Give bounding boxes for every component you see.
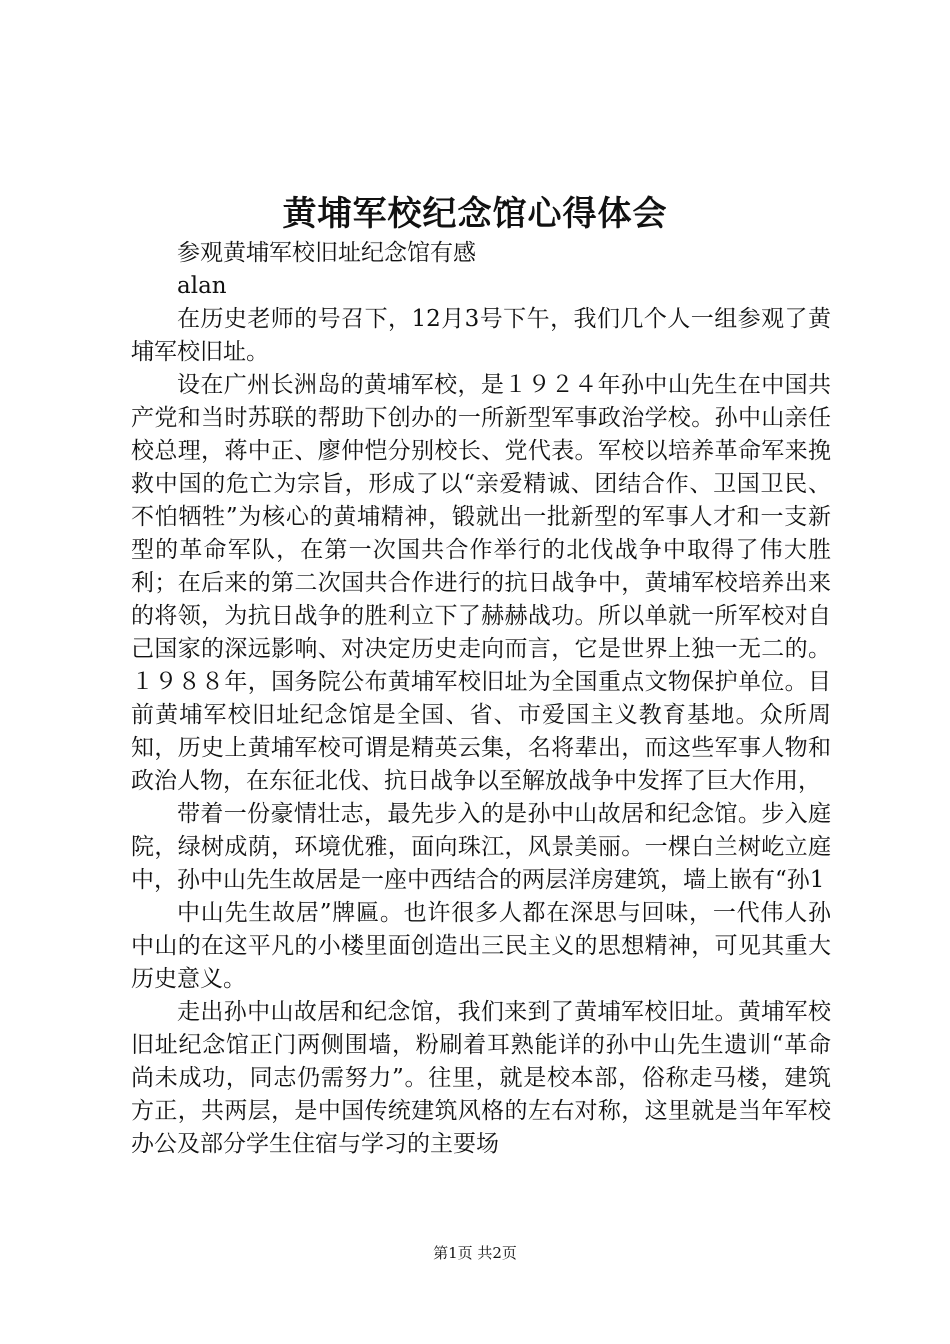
page-number-footer: 第1页 共2页 <box>433 1244 517 1262</box>
body-paragraph: 在历史老师的号召下，12月3号下午，我们几个人一组参观了黄埔军校旧址。 <box>131 306 831 365</box>
document-body <box>131 237 831 1161</box>
subtitle-paragraph: 参观黄埔军校旧址纪念馆有感 <box>177 240 476 266</box>
document-title: 黄埔军校纪念馆心得体会 <box>282 194 668 234</box>
body-paragraph: 中山先生故居”牌匾。也许很多人都在深思与回味，一代伟人孙中山的在这平凡的小楼里面创造出三民主义的思想精神，可见其重大历史意义。 <box>131 900 831 992</box>
body-paragraph: 走出孙中山故居和纪念馆，我们来到了黄埔军校旧址。黄埔军校旧址纪念馆正门两侧围墙，粉刷着耳熟能详的孙中山先生遗训“革命尚未成功，同志仍需努力”。往里，就是校本部，俗称走马楼，建筑方正，共两层，是中国传统建筑风格的左右对称，这里就是当年军校办公及部分学生住宿与学习的主要场 <box>131 999 831 1157</box>
body-paragraph: 带着一份豪情壮志，最先步入的是孙中山故居和纪念馆。步入庭院，绿树成荫，环境优雅，面向珠江，风景美丽。一棵白兰树屹立庭中，孙中山先生故居是一座中西结合的两层洋房建筑，墙上嵌有“孙1 <box>131 801 831 893</box>
author-paragraph: alan <box>177 273 227 299</box>
body-paragraph: 设在广州长洲岛的黄埔军校，是１９２４年孙中山先生在中国共产党和当时苏联的帮助下创办的一所新型军事政治学校。孙中山亲任校总理，蒋中正、廖仲恺分别校长、党代表。军校以培养革命军来挽救中国的危亡为宗旨，形成了以“亲爱精诚、团结合作、卫国卫民、不怕牺牲”为核心的黄埔精神，锻就出一批新型的军事人才和一支新型的革命军队，在第一次国共合作举行的北伐战争中取得了伟大胜利；在后来的第二次国共合作进行的抗日战争中，黄埔军校培养出来的将领，为抗日战争的胜利立下了赫赫战功。所以单就一所军校对自己国家的深远影响、对决定历史走向而言，它是世界上独一无二的。１９８８年，国务院公布黄埔军校旧址为全国重点文物保护单位。目前黄埔军校旧址纪念馆是全国、省、市爱国主义教育基地。众所周知，历史上黄埔军校可谓是精英云集，名将辈出，而这些军事人物和政治人物，在东征北伐、抗日战争以至解放战争中发挥了巨大作用， <box>131 372 831 794</box>
